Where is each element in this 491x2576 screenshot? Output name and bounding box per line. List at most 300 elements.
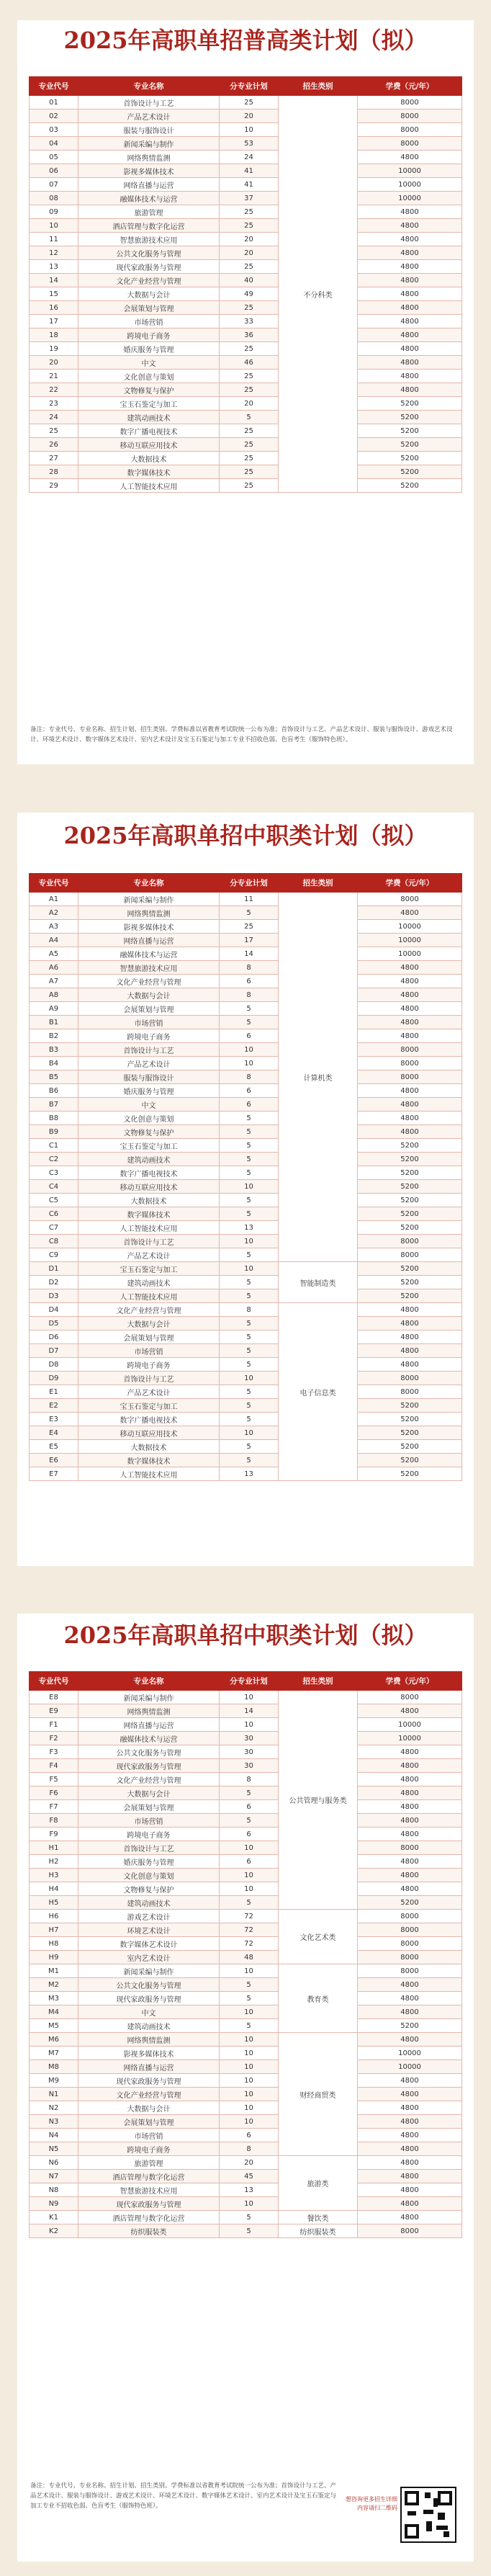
row-fee: 4800 xyxy=(358,301,462,315)
table-row xyxy=(30,1691,462,1704)
row-code: D2 xyxy=(30,1276,78,1289)
row-major: 酒店管理与数字化运营 xyxy=(78,2170,220,2183)
row-fee: 4800 xyxy=(358,1125,462,1139)
row-code: 21 xyxy=(30,370,78,383)
row-code: A1 xyxy=(30,893,78,906)
row-fee: 4800 xyxy=(358,2156,462,2170)
row-fee: 4800 xyxy=(358,1002,462,1016)
row-code: E5 xyxy=(30,1440,78,1454)
row-quota: 10 xyxy=(220,1964,279,1978)
row-fee: 4800 xyxy=(358,2088,462,2101)
table-row xyxy=(30,1467,462,1481)
row-code: F7 xyxy=(30,1800,78,1814)
table-row xyxy=(30,1992,462,2005)
row-major: 服装与服饰设计 xyxy=(78,123,220,137)
row-code: E3 xyxy=(30,1413,78,1426)
row-quota: 5 xyxy=(220,2211,279,2224)
row-quota: 10 xyxy=(220,1057,279,1070)
row-major: 影视多媒体技术 xyxy=(78,2047,220,2060)
table-row xyxy=(30,1235,462,1248)
row-major: 影视多媒体技术 xyxy=(78,164,220,178)
row-fee: 5200 xyxy=(358,1262,462,1276)
column-header: 专业代号 xyxy=(30,77,78,96)
row-fee: 5200 xyxy=(358,479,462,493)
row-major: 移动互联应用技术 xyxy=(78,438,220,452)
row-quota: 20 xyxy=(220,397,279,411)
row-code: N4 xyxy=(30,2129,78,2142)
row-code: M6 xyxy=(30,2033,78,2047)
row-major: 大数据与会计 xyxy=(78,287,220,301)
row-fee: 5200 xyxy=(358,1467,462,1481)
row-code: H6 xyxy=(30,1910,78,1923)
row-code: B6 xyxy=(30,1084,78,1098)
table-row xyxy=(30,2088,462,2101)
table-row xyxy=(30,2224,462,2238)
table-row xyxy=(30,438,462,452)
row-quota: 5 xyxy=(220,1331,279,1344)
row-code: B3 xyxy=(30,1043,78,1057)
column-header: 分专业计划 xyxy=(220,1672,279,1691)
row-major: 数字媒体技术 xyxy=(78,1207,220,1221)
row-fee: 8000 xyxy=(358,1043,462,1057)
row-code: E9 xyxy=(30,1704,78,1718)
row-fee: 4800 xyxy=(358,260,462,274)
table-row xyxy=(30,1855,462,1869)
row-fee: 5200 xyxy=(358,1440,462,1454)
row-code: 02 xyxy=(30,109,78,123)
table-row xyxy=(30,1454,462,1467)
table-row xyxy=(30,2033,462,2047)
row-fee: 5200 xyxy=(358,1426,462,1440)
row-major: 酒店管理与数字化运营 xyxy=(78,219,220,233)
row-major: 环境艺术设计 xyxy=(78,1923,220,1937)
row-code: F4 xyxy=(30,1759,78,1773)
table-row xyxy=(30,1331,462,1344)
table-row xyxy=(30,1166,462,1180)
row-fee: 8000 xyxy=(358,2224,462,2238)
row-fee: 8000 xyxy=(358,1248,462,1262)
row-quota: 5 xyxy=(220,1139,279,1153)
row-major: 新闻采编与制作 xyxy=(78,137,220,151)
table-row xyxy=(30,1951,462,1964)
table-row xyxy=(30,164,462,178)
row-quota: 10 xyxy=(220,2197,279,2211)
row-code: E4 xyxy=(30,1426,78,1440)
table-row xyxy=(30,2211,462,2224)
row-major: 文化产业经营与管理 xyxy=(78,274,220,287)
row-fee: 8000 xyxy=(358,1951,462,1964)
row-code: D9 xyxy=(30,1372,78,1385)
row-major: 数字媒体技术 xyxy=(78,1454,220,1467)
row-code: A8 xyxy=(30,988,78,1002)
row-quota: 8 xyxy=(220,1070,279,1084)
row-major: 大数据技术 xyxy=(78,1440,220,1454)
row-fee: 4800 xyxy=(358,2033,462,2047)
row-quota: 6 xyxy=(220,1800,279,1814)
table-row xyxy=(30,383,462,397)
row-major: 跨境电子商务 xyxy=(78,1828,220,1841)
row-quota: 25 xyxy=(220,383,279,397)
row-major: 网络舆情监测 xyxy=(78,2033,220,2047)
qr-caption: 想咨询更多招生详细内容请扫二维码 xyxy=(346,2496,397,2511)
row-quota: 10 xyxy=(220,1869,279,1882)
table-row xyxy=(30,192,462,205)
table-row xyxy=(30,1207,462,1221)
row-quota: 8 xyxy=(220,1773,279,1786)
row-code: M7 xyxy=(30,2047,78,2060)
row-code: D4 xyxy=(30,1303,78,1317)
row-fee: 4800 xyxy=(358,274,462,287)
row-category: 电子信息类 xyxy=(279,1303,358,1481)
row-major: 产品艺术设计 xyxy=(78,109,220,123)
table-row xyxy=(30,893,462,906)
row-quota: 20 xyxy=(220,233,279,246)
row-major: 首饰设计与工艺 xyxy=(78,1043,220,1057)
plan-table xyxy=(29,873,462,1481)
row-fee: 4800 xyxy=(358,2142,462,2156)
row-code: 15 xyxy=(30,287,78,301)
row-code: H8 xyxy=(30,1937,78,1951)
row-fee: 5200 xyxy=(358,452,462,465)
row-quota: 5 xyxy=(220,1153,279,1166)
row-code: D1 xyxy=(30,1262,78,1276)
row-code: 13 xyxy=(30,260,78,274)
row-quota: 41 xyxy=(220,164,279,178)
row-fee: 4800 xyxy=(358,1084,462,1098)
row-fee: 4800 xyxy=(358,1978,462,1992)
row-fee: 5200 xyxy=(358,1194,462,1207)
row-fee: 4800 xyxy=(358,1303,462,1317)
row-quota: 49 xyxy=(220,287,279,301)
row-major: 大数据与会计 xyxy=(78,2101,220,2115)
row-category: 公共管理与服务类 xyxy=(279,1691,358,1910)
row-code: 27 xyxy=(30,452,78,465)
row-quota: 5 xyxy=(220,2019,279,2033)
plan-card-vocational-2 xyxy=(17,1614,474,2562)
row-major: 首饰设计与工艺 xyxy=(78,1235,220,1248)
row-quota: 5 xyxy=(220,1207,279,1221)
row-quota: 5 xyxy=(220,2224,279,2238)
row-fee: 10000 xyxy=(358,1718,462,1732)
qr-code-icon[interactable] xyxy=(400,2487,456,2543)
row-major: 中文 xyxy=(78,2005,220,2019)
row-quota: 5 xyxy=(220,1289,279,1303)
row-code: F8 xyxy=(30,1814,78,1828)
row-major: 文化产业经营与管理 xyxy=(78,2088,220,2101)
row-major: 跨境电子商务 xyxy=(78,2142,220,2156)
row-code: F9 xyxy=(30,1828,78,1841)
row-quota: 10 xyxy=(220,1043,279,1057)
table-row xyxy=(30,356,462,370)
table-row xyxy=(30,1070,462,1084)
table-row xyxy=(30,411,462,424)
row-fee: 4800 xyxy=(358,205,462,219)
row-quota: 24 xyxy=(220,151,279,164)
row-code: C1 xyxy=(30,1139,78,1153)
table-row xyxy=(30,2019,462,2033)
row-quota: 45 xyxy=(220,2170,279,2183)
row-major: 公共文化服务与管理 xyxy=(78,246,220,260)
row-code: B9 xyxy=(30,1125,78,1139)
plan-card-general xyxy=(17,20,474,764)
row-code: 22 xyxy=(30,383,78,397)
row-major: 建筑动画技术 xyxy=(78,1153,220,1166)
footnote: 备注：专业代号、专业名称、招生计划、招生类别、学费标准以省教育考试院统一公布为准；首饰设计与工艺、产品艺术设计、服装与服饰设计、游戏艺术设计、环境艺术设计、数字媒体艺术设计、室内艺术设计及宝玉石鉴定与加工专业不招收色弱、色盲考生（服饰特色班）。 xyxy=(30,726,453,743)
table-row xyxy=(30,1372,462,1385)
page-title: 2025年高职单招普高类计划（拟） xyxy=(63,27,428,54)
row-code: A6 xyxy=(30,961,78,975)
row-fee: 8000 xyxy=(358,1964,462,1978)
row-fee: 10000 xyxy=(358,1732,462,1745)
row-quota: 5 xyxy=(220,1786,279,1800)
table-row xyxy=(30,1732,462,1745)
row-quota: 6 xyxy=(220,1084,279,1098)
row-code: C5 xyxy=(30,1194,78,1207)
row-quota: 25 xyxy=(220,424,279,438)
table-row xyxy=(30,1882,462,1896)
table-header-row xyxy=(30,874,462,893)
row-major: 人工智能技术应用 xyxy=(78,1221,220,1235)
row-major: 宝玉石鉴定与加工 xyxy=(78,1139,220,1153)
row-code: N9 xyxy=(30,2197,78,2211)
row-code: D6 xyxy=(30,1331,78,1344)
row-major: 会展策划与管理 xyxy=(78,1331,220,1344)
row-fee: 4800 xyxy=(358,1029,462,1043)
row-major: 网络舆情监测 xyxy=(78,151,220,164)
table-row xyxy=(30,1745,462,1759)
row-fee: 4800 xyxy=(358,2197,462,2211)
row-major: 文化创意与策划 xyxy=(78,1112,220,1125)
row-category: 计算机类 xyxy=(279,893,358,1262)
row-fee: 10000 xyxy=(358,2060,462,2074)
row-major: 中文 xyxy=(78,356,220,370)
table-row xyxy=(30,1276,462,1289)
row-code: A3 xyxy=(30,920,78,934)
row-fee: 4800 xyxy=(358,2115,462,2129)
row-quota: 8 xyxy=(220,1303,279,1317)
row-code: 03 xyxy=(30,123,78,137)
row-quota: 5 xyxy=(220,1992,279,2005)
row-quota: 10 xyxy=(220,2101,279,2115)
row-fee: 4800 xyxy=(358,370,462,383)
row-major: 宝玉石鉴定与加工 xyxy=(78,397,220,411)
row-fee: 4800 xyxy=(358,975,462,988)
table-row xyxy=(30,1153,462,1166)
row-major: 智慧旅游技术应用 xyxy=(78,233,220,246)
row-major: 网络直播与运营 xyxy=(78,934,220,947)
table-row xyxy=(30,2101,462,2115)
row-code: M4 xyxy=(30,2005,78,2019)
column-header: 专业名称 xyxy=(78,77,220,96)
row-code: F5 xyxy=(30,1773,78,1786)
row-fee: 4800 xyxy=(358,219,462,233)
row-quota: 20 xyxy=(220,246,279,260)
row-quota: 5 xyxy=(220,1385,279,1399)
column-header: 学费（元/年） xyxy=(358,1672,462,1691)
row-code: E2 xyxy=(30,1399,78,1413)
row-quota: 25 xyxy=(220,479,279,493)
row-quota: 10 xyxy=(220,1235,279,1248)
row-fee: 5200 xyxy=(358,2019,462,2033)
table-row xyxy=(30,1773,462,1786)
row-code: B8 xyxy=(30,1112,78,1125)
row-code: B4 xyxy=(30,1057,78,1070)
row-code: N8 xyxy=(30,2183,78,2197)
row-quota: 5 xyxy=(220,906,279,920)
row-quota: 6 xyxy=(220,1029,279,1043)
row-fee: 4800 xyxy=(358,2129,462,2142)
row-fee: 4800 xyxy=(358,356,462,370)
row-fee: 5200 xyxy=(358,1166,462,1180)
row-code: 23 xyxy=(30,397,78,411)
row-major: 数字广播电视技术 xyxy=(78,1166,220,1180)
row-fee: 4800 xyxy=(358,2005,462,2019)
row-category: 餐饮类 xyxy=(279,2211,358,2224)
row-fee: 5200 xyxy=(358,1221,462,1235)
row-quota: 5 xyxy=(220,1248,279,1262)
row-major: 文化产业经营与管理 xyxy=(78,975,220,988)
row-quota: 5 xyxy=(220,1125,279,1139)
table-row xyxy=(30,934,462,947)
row-code: D8 xyxy=(30,1358,78,1372)
row-fee: 4800 xyxy=(358,1759,462,1773)
row-code: M2 xyxy=(30,1978,78,1992)
row-fee: 10000 xyxy=(358,192,462,205)
row-quota: 10 xyxy=(220,2047,279,2060)
table-row xyxy=(30,315,462,328)
row-code: 05 xyxy=(30,151,78,164)
row-quota: 13 xyxy=(220,2183,279,2197)
row-fee: 10000 xyxy=(358,178,462,192)
row-quota: 5 xyxy=(220,1276,279,1289)
table-row xyxy=(30,328,462,342)
table-row xyxy=(30,2129,462,2142)
row-quota: 6 xyxy=(220,2129,279,2142)
row-major: 婚庆服务与管理 xyxy=(78,1855,220,1869)
row-category: 纺织服装类 xyxy=(279,2224,358,2238)
row-quota: 37 xyxy=(220,192,279,205)
row-fee: 8000 xyxy=(358,96,462,109)
row-fee: 4800 xyxy=(358,1814,462,1828)
table-row xyxy=(30,920,462,934)
row-fee: 4800 xyxy=(358,1016,462,1029)
row-fee: 4800 xyxy=(358,961,462,975)
row-code: D7 xyxy=(30,1344,78,1358)
row-code: F3 xyxy=(30,1745,78,1759)
table-row xyxy=(30,370,462,383)
table-row xyxy=(30,2156,462,2170)
row-quota: 5 xyxy=(220,1166,279,1180)
row-quota: 5 xyxy=(220,1002,279,1016)
row-quota: 5 xyxy=(220,1344,279,1358)
table-row xyxy=(30,1786,462,1800)
row-quota: 72 xyxy=(220,1937,279,1951)
row-fee: 4800 xyxy=(358,1098,462,1112)
row-major: 会展策划与管理 xyxy=(78,301,220,315)
table-row xyxy=(30,1718,462,1732)
table-row xyxy=(30,1317,462,1331)
row-code: F6 xyxy=(30,1786,78,1800)
row-quota: 36 xyxy=(220,328,279,342)
row-fee: 4800 xyxy=(358,1112,462,1125)
table-row xyxy=(30,2060,462,2074)
table-row xyxy=(30,1125,462,1139)
table-row xyxy=(30,1112,462,1125)
row-quota: 5 xyxy=(220,1454,279,1467)
row-fee: 8000 xyxy=(358,123,462,137)
row-fee: 4800 xyxy=(358,342,462,356)
row-major: 网络直播与运营 xyxy=(78,178,220,192)
row-major: 文化产业经营与管理 xyxy=(78,1773,220,1786)
table-row xyxy=(30,465,462,479)
table-row xyxy=(30,1937,462,1951)
row-major: 产品艺术设计 xyxy=(78,1248,220,1262)
row-code: A5 xyxy=(30,947,78,961)
row-major: 人工智能技术应用 xyxy=(78,1467,220,1481)
row-quota: 10 xyxy=(220,1180,279,1194)
row-code: M8 xyxy=(30,2060,78,2074)
row-code: D5 xyxy=(30,1317,78,1331)
row-code: H1 xyxy=(30,1841,78,1855)
row-quota: 5 xyxy=(220,1413,279,1426)
row-code: F1 xyxy=(30,1718,78,1732)
column-header: 专业代号 xyxy=(30,874,78,893)
column-header: 分专业计划 xyxy=(220,77,279,96)
row-major: 建筑动画技术 xyxy=(78,1276,220,1289)
row-major: 现代家政服务与管理 xyxy=(78,2074,220,2088)
row-fee: 4800 xyxy=(358,1704,462,1718)
row-code: C9 xyxy=(30,1248,78,1262)
table-row xyxy=(30,1180,462,1194)
row-quota: 17 xyxy=(220,934,279,947)
row-fee: 4800 xyxy=(358,1786,462,1800)
row-fee: 4800 xyxy=(358,2101,462,2115)
table-row xyxy=(30,260,462,274)
row-fee: 5200 xyxy=(358,411,462,424)
row-major: 旅游管理 xyxy=(78,2156,220,2170)
row-major: 市场营销 xyxy=(78,1344,220,1358)
row-fee: 4800 xyxy=(358,1331,462,1344)
row-quota: 14 xyxy=(220,947,279,961)
table-row xyxy=(30,906,462,920)
row-quota: 13 xyxy=(220,1221,279,1235)
table-row xyxy=(30,1303,462,1317)
row-quota: 41 xyxy=(220,178,279,192)
table-row xyxy=(30,1978,462,1992)
row-quota: 10 xyxy=(220,2115,279,2129)
row-fee: 5200 xyxy=(358,1180,462,1194)
row-major: 移动互联应用技术 xyxy=(78,1180,220,1194)
row-fee: 10000 xyxy=(358,2047,462,2060)
row-fee: 4800 xyxy=(358,1745,462,1759)
row-fee: 4800 xyxy=(358,1773,462,1786)
row-quota: 5 xyxy=(220,1978,279,1992)
row-quota: 25 xyxy=(220,96,279,109)
row-fee: 4800 xyxy=(358,328,462,342)
row-code: N3 xyxy=(30,2115,78,2129)
row-fee: 5200 xyxy=(358,1289,462,1303)
row-fee: 4800 xyxy=(358,2211,462,2224)
row-major: 新闻采编与制作 xyxy=(78,1691,220,1704)
table-row xyxy=(30,151,462,164)
row-major: 文物修复与保护 xyxy=(78,1882,220,1896)
row-major: 文化创意与策划 xyxy=(78,1869,220,1882)
row-fee: 8000 xyxy=(358,1235,462,1248)
row-major: 现代家政服务与管理 xyxy=(78,1992,220,2005)
row-major: 宝玉石鉴定与加工 xyxy=(78,1399,220,1413)
row-major: 文物修复与保护 xyxy=(78,383,220,397)
table-row xyxy=(30,1289,462,1303)
